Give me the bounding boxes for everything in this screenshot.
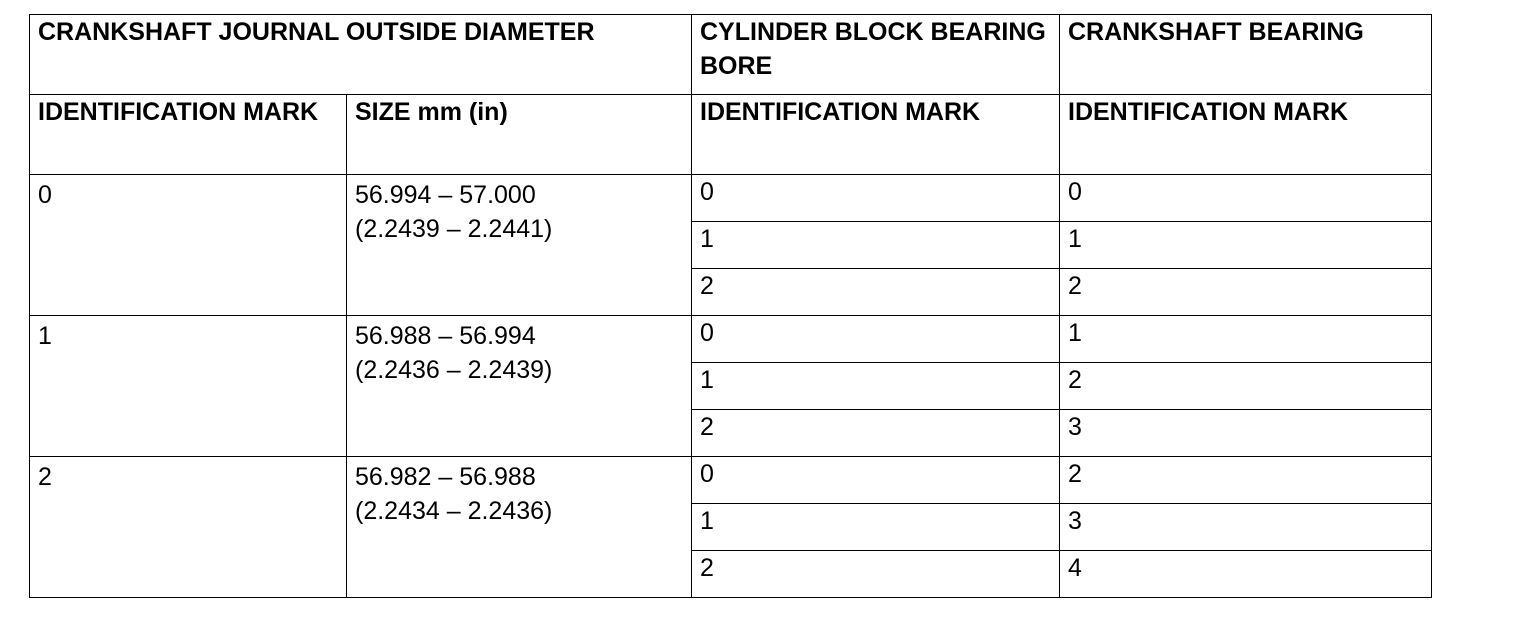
block-mark-cell: 1 (692, 363, 1060, 410)
bearing-selection-table (29, 14, 1432, 598)
journal-size-mm: 56.994 – 57.000 (355, 181, 536, 209)
subheader-journal-identification-mark: IDENTIFICATION MARK (30, 95, 347, 175)
block-mark-cell: 0 (692, 175, 1060, 222)
block-mark-cell: 0 (692, 316, 1060, 363)
block-mark-cell: 2 (692, 269, 1060, 316)
header-journal-outside-diameter: CRANKSHAFT JOURNAL OUTSIDE DIAMETER (30, 15, 692, 95)
journal-size-cell (347, 316, 692, 457)
subheader-block-identification-mark: IDENTIFICATION MARK (692, 95, 1060, 175)
journal-size-mm: 56.988 – 56.994 (355, 322, 536, 350)
journal-size-mm: 56.982 – 56.988 (355, 463, 536, 491)
bearing-mark-cell: 2 (1060, 363, 1432, 410)
subheader-row (30, 95, 1432, 175)
table-row (30, 175, 1432, 222)
block-mark-cell: 2 (692, 551, 1060, 598)
header-crankshaft-bearing: CRANKSHAFT BEARING (1060, 15, 1432, 95)
header-cylinder-block-bearing-bore: CYLINDER BLOCK BEARING BORE (692, 15, 1060, 95)
table-row (30, 316, 1432, 363)
journal-mark-cell: 0 (30, 175, 347, 316)
journal-size-cell (347, 175, 692, 316)
subheader-journal-size: SIZE mm (in) (347, 95, 692, 175)
journal-mark-cell: 2 (30, 457, 347, 598)
journal-size-in: (2.2434 – 2.2436) (355, 497, 553, 525)
block-mark-cell: 1 (692, 504, 1060, 551)
block-mark-cell: 2 (692, 410, 1060, 457)
block-mark-cell: 0 (692, 457, 1060, 504)
bearing-mark-cell: 4 (1060, 551, 1432, 598)
bearing-mark-cell: 1 (1060, 316, 1432, 363)
journal-size-in: (2.2439 – 2.2441) (355, 215, 553, 243)
bearing-mark-cell: 1 (1060, 222, 1432, 269)
bearing-mark-cell: 3 (1060, 504, 1432, 551)
bearing-mark-cell: 3 (1060, 410, 1432, 457)
journal-size-cell (347, 457, 692, 598)
table-row (30, 457, 1432, 504)
bearing-mark-cell: 2 (1060, 269, 1432, 316)
header-row (30, 15, 1432, 95)
block-mark-cell: 1 (692, 222, 1060, 269)
bearing-mark-cell: 2 (1060, 457, 1432, 504)
journal-mark-cell: 1 (30, 316, 347, 457)
journal-size-in: (2.2436 – 2.2439) (355, 356, 553, 384)
bearing-mark-cell: 0 (1060, 175, 1432, 222)
subheader-bearing-identification-mark: IDENTIFICATION MARK (1060, 95, 1432, 175)
